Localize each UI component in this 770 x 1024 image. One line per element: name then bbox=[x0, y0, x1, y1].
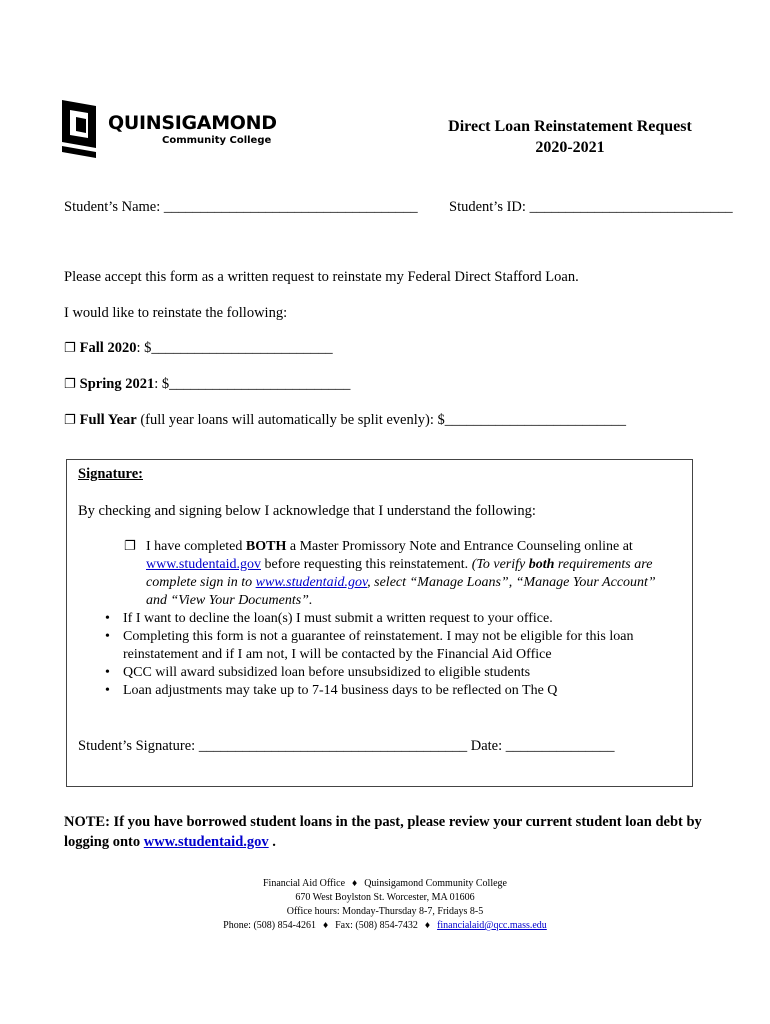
request-statement: Please accept this form as a written request to reinstate my Federal Direct Stafford Loan. bbox=[64, 269, 579, 285]
ack-bullet-item bbox=[105, 682, 679, 700]
ack1-italic-3: , select “Manage Loans”, “Manage Your Account” and “View Your Documents”. bbox=[146, 575, 656, 608]
signature-intro: By checking and signing below I acknowledge that I understand the following: bbox=[78, 503, 536, 519]
ack1-bold: BOTH bbox=[245, 539, 287, 554]
student-name-field[interactable] bbox=[64, 199, 418, 216]
note-text: NOTE: If you have borrowed student loans in the past, please review your current student loan debt by logging onto bbox=[64, 814, 702, 850]
option-full-year-blank[interactable]: _________________________ bbox=[444, 412, 627, 428]
checkbox-icon[interactable]: ❐ bbox=[64, 341, 76, 356]
ack-bullet-item bbox=[105, 610, 679, 628]
studentaid-link-2[interactable]: www.studentaid.gov bbox=[255, 575, 368, 590]
option-spring-suffix: : $ bbox=[154, 376, 170, 392]
student-name-label: Student’s Name: bbox=[64, 199, 164, 215]
diamond-icon: ♦ bbox=[321, 921, 330, 930]
footer-office: Financial Aid Office bbox=[263, 878, 346, 889]
footer-address: 670 West Boylston St. Worcester, MA 01606 bbox=[295, 892, 475, 903]
bullet-icon: • bbox=[105, 611, 110, 626]
option-fall-blank[interactable]: _________________________ bbox=[151, 340, 333, 356]
option-full-year[interactable] bbox=[64, 412, 626, 429]
footer-email-link[interactable]: financialaid@qcc.mass.edu bbox=[437, 920, 547, 931]
option-full-year-suffix: ): $ bbox=[425, 412, 445, 428]
bullet-icon: • bbox=[105, 683, 110, 698]
ack1-italic-bold: both bbox=[528, 557, 555, 572]
qcc-logo-icon bbox=[62, 100, 102, 158]
student-id-label: Student’s ID: bbox=[449, 199, 530, 215]
student-id-blank[interactable]: ____________________________ bbox=[529, 199, 733, 215]
student-id-field[interactable] bbox=[449, 199, 733, 216]
checkbox-icon[interactable]: ❐ bbox=[124, 539, 136, 554]
diamond-icon: ♦ bbox=[351, 879, 359, 888]
footer-phone: Phone: (508) 854-4261 bbox=[223, 920, 316, 931]
footer-college: Quinsigamond Community College bbox=[364, 878, 507, 889]
date-label: Date: bbox=[467, 738, 506, 754]
ack1-italic-1: (To verify bbox=[471, 557, 529, 572]
ack1-italic-2: requirements are complete sign in to bbox=[146, 557, 653, 590]
ack1-pre: I have completed bbox=[146, 539, 246, 554]
date-blank[interactable]: _______________ bbox=[505, 738, 615, 754]
ack1-mid: a Master Promissory Note and Entrance Counseling online at bbox=[286, 539, 633, 554]
option-full-year-label: Full Year bbox=[79, 412, 137, 428]
note-end: . bbox=[268, 834, 276, 850]
option-fall[interactable] bbox=[64, 340, 333, 357]
student-name-blank[interactable]: ___________________________________ bbox=[163, 199, 418, 215]
option-spring[interactable] bbox=[64, 376, 350, 393]
logo-name: QUINSIGAMOND bbox=[108, 112, 277, 134]
reinstate-statement: I would like to reinstate the following: bbox=[64, 305, 288, 321]
ack-bullet-item bbox=[105, 628, 679, 664]
signature-section bbox=[66, 459, 693, 787]
logo-subtitle: Community College bbox=[162, 135, 272, 146]
ack-bullet-item bbox=[105, 664, 679, 682]
footer bbox=[150, 877, 620, 933]
signature-line[interactable] bbox=[78, 738, 615, 755]
checkbox-icon[interactable]: ❐ bbox=[64, 377, 76, 392]
acknowledgement-list bbox=[105, 538, 679, 700]
ack-checkbox-item[interactable] bbox=[119, 538, 679, 610]
footer-hours: Office hours: Monday-Thursday 8-7, Fridays 8-5 bbox=[286, 906, 484, 917]
option-spring-label: Spring 2021 bbox=[79, 376, 155, 392]
bullet-text-4: Loan adjustments may take up to 7-14 business days to be reflected on The Q bbox=[123, 683, 558, 698]
signature-label: Student’s Signature: bbox=[78, 738, 199, 754]
bullet-text-3: QCC will award subsidized loan before unsubsidized to eligible students bbox=[123, 665, 531, 680]
bullet-text-2: Completing this form is not a guarantee of reinstatement. I may not be eligible for this loan reinstatement and if I am not, I will be contacted by the Financial Aid Office bbox=[123, 629, 634, 662]
checkbox-icon[interactable]: ❐ bbox=[64, 413, 76, 428]
footer-line-1 bbox=[150, 877, 620, 891]
page-title bbox=[420, 116, 720, 158]
title-line-1: Direct Loan Reinstatement Request bbox=[448, 118, 692, 135]
option-full-year-note: (full year loans will automatically be split evenly bbox=[136, 412, 426, 428]
signature-heading: Signature: bbox=[78, 466, 143, 482]
college-logo bbox=[62, 100, 302, 160]
note-paragraph bbox=[64, 812, 704, 852]
diamond-icon: ♦ bbox=[423, 921, 432, 930]
footer-fax: Fax: (508) 854-7432 bbox=[335, 920, 418, 931]
bullet-text-1: If I want to decline the loan(s) I must submit a written request to your office. bbox=[123, 611, 553, 626]
bullet-icon: • bbox=[105, 629, 110, 644]
signature-blank[interactable]: _____________________________________ bbox=[198, 738, 468, 754]
bullet-icon: • bbox=[105, 665, 110, 680]
footer-line-4 bbox=[150, 919, 620, 933]
note-studentaid-link[interactable]: www.studentaid.gov bbox=[143, 834, 269, 850]
option-spring-blank[interactable]: _________________________ bbox=[169, 376, 351, 392]
option-fall-label: Fall 2020 bbox=[79, 340, 137, 356]
title-line-2: 2020-2021 bbox=[535, 139, 605, 156]
option-fall-suffix: : $ bbox=[136, 340, 152, 356]
ack1-post: before requesting this reinstatement. bbox=[260, 557, 472, 572]
studentaid-link[interactable]: www.studentaid.gov bbox=[146, 557, 261, 572]
